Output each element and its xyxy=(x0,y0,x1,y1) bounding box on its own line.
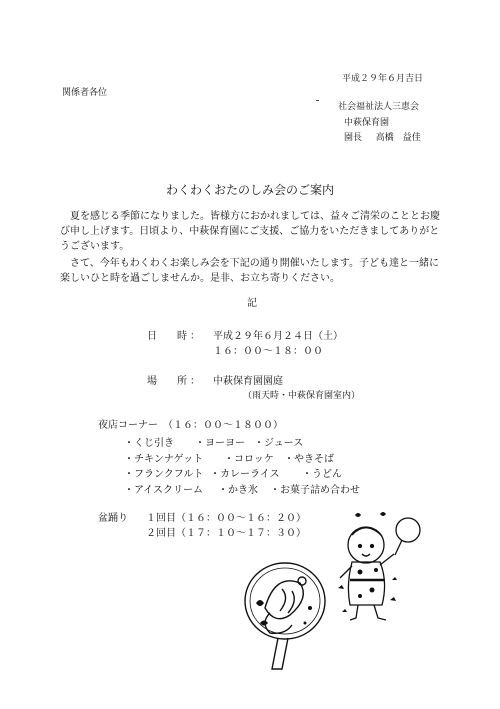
datetime-label: 日 時 xyxy=(147,331,187,342)
uchiwa-fan-illustration xyxy=(230,553,340,673)
sender-signature xyxy=(344,132,421,145)
stall-item: ・チキンナゲット xyxy=(124,454,204,465)
dancing-child-illustration xyxy=(330,510,430,630)
invitation-paragraph-text: さて、今年もわくわくお楽しみ会を下記の通り開催いたします。子ども達と一緒に楽しいひと時を過ごしませんか。是非、お立ち寄りください。 xyxy=(60,258,439,284)
stall-item: ・フランクフルト xyxy=(124,469,204,480)
place-value: 中萩保育園園庭 xyxy=(213,376,283,387)
bon-odori-label: 盆踊り xyxy=(98,513,128,524)
stall-item: ・お菓子詰め合わせ xyxy=(270,485,360,496)
scan-speck xyxy=(316,100,319,101)
place-rain-note: （雨天時・中萩保育園室内） xyxy=(243,391,361,401)
place-colon: ： xyxy=(190,376,200,387)
invitation-paragraph xyxy=(60,256,440,286)
stall-item: ・コロッケ xyxy=(224,454,274,465)
event-time: １６：００～１８：００ xyxy=(213,346,323,357)
ki-heading: 記 xyxy=(247,298,257,309)
place-label: 場 所 xyxy=(147,376,187,387)
intro-paragraph-text: 夏を感じる季節になりました。皆様方におかれましては、益々ご清栄のこととお慶び申し上げます。日頃より、中萩保育園にご支援、ご協力をいただきましてありがとうございます。 xyxy=(60,211,440,252)
bon-odori-round-2: ２回目（１７：１０～１７：３０） xyxy=(146,528,306,539)
stall-item: ・ヨーヨー xyxy=(195,438,245,449)
recipient-line: 関係者各位 xyxy=(62,88,108,98)
stall-item: ・アイスクリーム xyxy=(124,485,203,496)
document-date: 平成２９年６月吉日 xyxy=(342,74,424,84)
stall-item: ・ジュース xyxy=(254,438,304,449)
stall-item: ・やきそば xyxy=(284,454,334,465)
event-date: 平成２９年６月２４日（土） xyxy=(213,331,343,342)
sender-title: 園長 xyxy=(344,133,363,143)
stall-item: ・うどん xyxy=(302,469,342,480)
intro-paragraph xyxy=(60,209,440,254)
stalls-heading: 夜店コーナー （１６：００～１８００） xyxy=(98,420,283,431)
sender-school: 中萩保育園 xyxy=(344,118,390,128)
bon-odori-round-1: １回目（１６：００～１６：２０） xyxy=(146,513,306,524)
page-title: わくわくおたのしみ会のご案内 xyxy=(165,183,334,197)
stall-item: ・くじ引き xyxy=(124,438,174,449)
datetime-colon: ： xyxy=(190,331,200,342)
sender-name: 高橋 益佳 xyxy=(375,133,421,143)
stall-item: ・かき氷 xyxy=(218,485,258,496)
stall-item: ・カレーライス xyxy=(210,469,280,480)
sender-organization: 社会福祉法人三恵会 xyxy=(338,102,420,112)
